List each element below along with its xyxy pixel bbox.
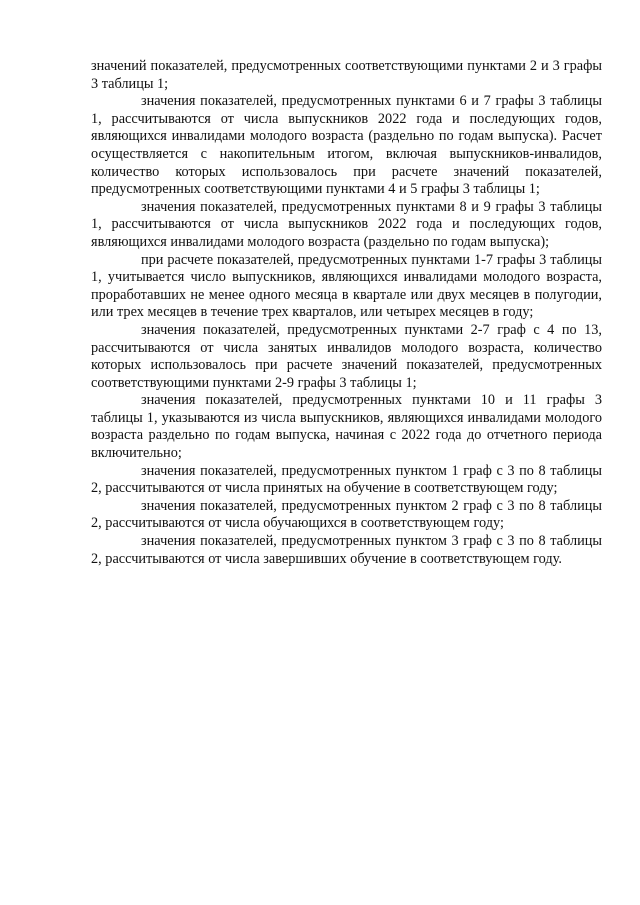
- paragraph-items-1-7-calculation: при расчете показателей, предусмотренных пунктами 1-7 графы 3 таблицы 1, учитывается число выпускников, являющихся инвалидами молодого возраста, проработавших не менее одного месяца в квартале или двух месяцев в полугодии, или трех месяцев в течение трех кварталов, или четырех месяцев в году;: [91, 251, 602, 321]
- paragraph-continuation: значений показателей, предусмотренных соответствующими пунктами 2 и 3 графы 3 таблицы 1;: [91, 58, 602, 92]
- paragraph-items-6-7: значения показателей, предусмотренных пунктами 6 и 7 графы 3 таблицы 1, рассчитываются от числа выпускников 2022 года и последующих годов, являющихся инвалидами молодого возраста (раздельно по годам выпуска). Расчет осуществляется с накопительным итогом, включая выпускников-инвалидов, количество которых использовалось при расчете значений показателей, предусмотренных соответствующими пунктами 4 и 5 графы 3 таблицы 1;: [91, 93, 602, 198]
- document-page: [91, 58, 602, 568]
- paragraph-items-10-11: значения показателей, предусмотренных пунктами 10 и 11 графы 3 таблицы 1, указываются из числа выпускников, являющихся инвалидами молодого возраста раздельно по годам выпуска, начиная с 2022 года до отчетного периода включительно;: [91, 392, 602, 462]
- paragraph-table2-item-2: значения показателей, предусмотренных пунктом 2 граф с 3 по 8 таблицы 2, рассчитываются от числа обучающихся в соответствующем году;: [91, 497, 602, 532]
- paragraph-items-2-7-columns: значения показателей, предусмотренных пунктами 2-7 граф с 4 по 13, рассчитываются от числа занятых инвалидов молодого возраста, количество которых использовалось при расчете значений показателей, предусмотренных соответствующими пунктами 2-9 графы 3 таблицы 1;: [91, 321, 602, 391]
- paragraph-table2-item-3: значения показателей, предусмотренных пунктом 3 граф с 3 по 8 таблицы 2, рассчитываются от числа завершивших обучение в соответствующем году.: [91, 533, 602, 567]
- paragraph-items-8-9: значения показателей, предусмотренных пунктами 8 и 9 графы 3 таблицы 1, рассчитываются от числа выпускников 2022 года и последующих годов, являющихся инвалидами молодого возраста (раздельно по годам выпуска);: [91, 198, 602, 250]
- paragraph-table2-item-1: значения показателей, предусмотренных пунктом 1 граф с 3 по 8 таблицы 2, рассчитываются от числа принятых на обучение в соответствующем году;: [91, 462, 602, 497]
